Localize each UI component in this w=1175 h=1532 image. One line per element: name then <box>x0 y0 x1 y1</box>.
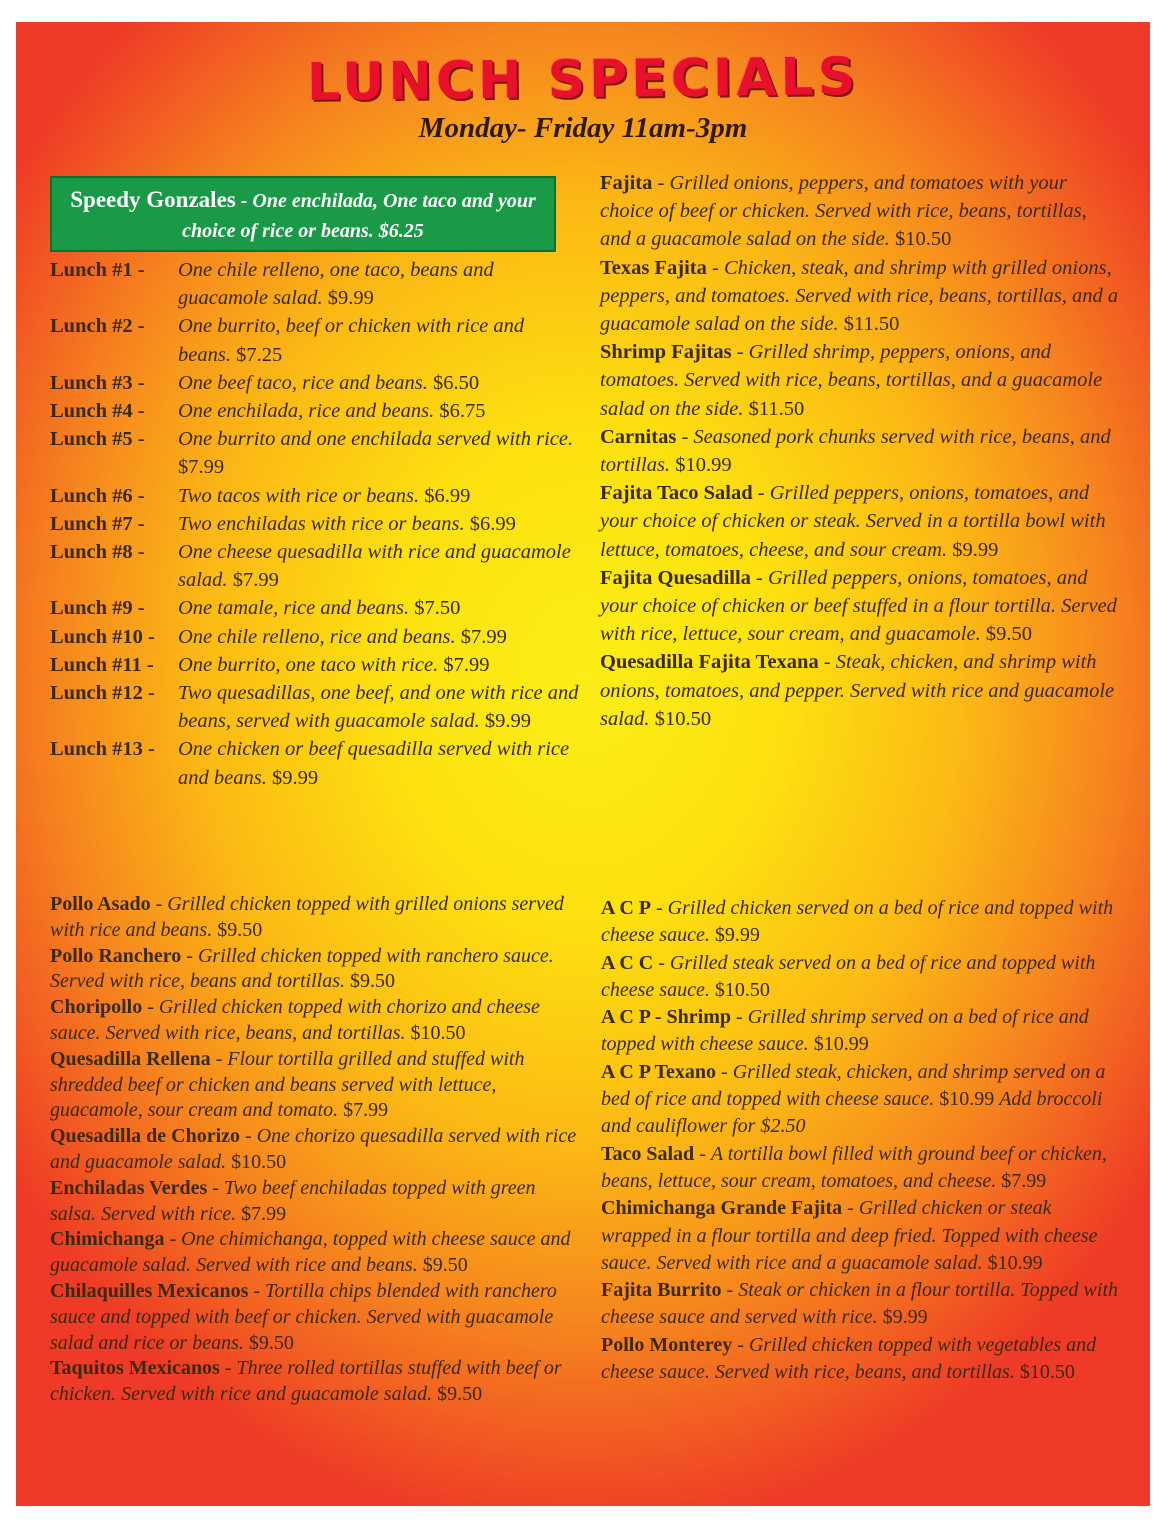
lunch-combo-label: Lunch #1 - <box>50 259 145 281</box>
specialty-item-price: $10.99 <box>939 1088 995 1111</box>
lunch-combo-item <box>50 397 580 425</box>
entree-item-price: $7.99 <box>241 1202 287 1225</box>
lunch-combo-item <box>50 510 580 538</box>
fajita-item-price: $10.99 <box>675 454 732 477</box>
entree-item-desc: Two beef enchiladas topped with green salsa. Served with rice. <box>50 1176 536 1225</box>
specialty-item-desc: Steak or chicken in a flour tortilla. Topped with cheese sauce and served with rice. <box>601 1279 1118 1329</box>
specialty-item-name: Chimichanga Grande Fajita <box>601 1197 843 1220</box>
fajitas-list <box>600 169 1120 733</box>
specialty-item-name: Taco Salad <box>601 1142 695 1165</box>
specialty-item: Chimichanga Grande Fajita - Grilled chicken or steak wrapped in a flour tortilla and deep fried. Topped with cheese sauce. Served with rice and a guacamole salad. $10.99 <box>601 1197 1098 1274</box>
specialty-item-desc: Grilled chicken served on a bed of rice and topped with cheese sauce. <box>601 897 1114 947</box>
lunch-combo-desc-wrap <box>178 425 580 481</box>
specialty-item-desc: Grilled steak, chicken, and shrimp served on a bed of rice and topped with cheese sauce. <box>601 1060 1106 1111</box>
lunch-combos-list <box>50 256 580 792</box>
fajita-item-price: $10.50 <box>654 707 712 730</box>
lunch-combo-label: Lunch #10 - <box>50 625 155 648</box>
lunch-combo-desc-wrap <box>178 482 580 510</box>
entree-item: Taquitos Mexicanos - Three rolled tortillas stuffed with beef or chicken. Served with rice and guacamole salad. $9.50 <box>50 1357 562 1406</box>
lunch-combo-desc: Two enchiladas with rice or beans. <box>178 512 465 535</box>
entree-item: Choripollo - Grilled chicken topped with chorizo and cheese sauce. Served with rice, beans, and tortillas. $10.50 <box>50 996 540 1044</box>
fajita-item-name: Quesadilla Fajita Texana <box>600 651 819 674</box>
lunch-combo-item <box>50 482 580 510</box>
entree-item: Enchiladas Verdes - Two beef enchiladas topped with green salsa. Served with rice. $7.99 <box>50 1176 536 1225</box>
lunch-combo-label: Lunch #3 - <box>50 371 145 394</box>
entree-item-name: Chimichanga <box>50 1228 165 1251</box>
fajita-item-name: Fajita <box>600 172 653 194</box>
menu-poster <box>16 22 1150 1506</box>
lunch-combo-desc: One tamale, rice and beans. <box>178 597 410 620</box>
lunch-combo-desc-wrap <box>178 735 580 791</box>
entree-item-price: $7.99 <box>343 1099 389 1122</box>
fajita-item-name: Shrimp Fajitas <box>600 341 732 364</box>
fajita-item-desc: Grilled peppers, onions, tomatoes, and your choice of chicken or beef stuffed in a flour tortilla. Served with rice, lettuce, sour cream, and guacamole. <box>600 566 1117 646</box>
specialty-item-desc: Grilled steak served on a bed of rice and topped with cheese sauce. <box>601 951 1096 1001</box>
entree-item-desc: Tortilla chips blended with ranchero sauce and topped with beef or chicken. Served with guacamole salad and rice or beans. <box>50 1279 557 1354</box>
entree-item-name: Taquitos Mexicanos <box>50 1357 220 1380</box>
lunch-combo-desc: One burrito, beef or chicken with rice and beans. <box>178 315 525 366</box>
fajita-item-price: $10.50 <box>894 228 952 251</box>
entree-item-price: $9.50 <box>437 1383 483 1406</box>
specialty-item: Fajita Burrito - Steak or chicken in a flour tortilla. Topped with cheese sauce and served with rice. $9.99 <box>601 1279 1118 1329</box>
lunch-combo-desc: One beef taco, rice and beans. <box>178 371 428 394</box>
lunch-combo-desc-wrap <box>178 312 580 368</box>
entree-item: Quesadilla Rellena - Flour tortilla grilled and stuffed with shredded beef or chicken and beans served with lettuce, guacamole, sour cream and tomato. $7.99 <box>50 1047 525 1122</box>
entree-item-desc: Grilled chicken topped with ranchero sauce. Served with rice, beans and tortillas. <box>50 944 554 993</box>
lunch-combo-price: $7.99 <box>178 456 225 479</box>
specialty-item: A C P Texano - Grilled steak, chicken, and shrimp served on a bed of rice and topped with cheese sauce. $10.99 Add broccoli and cauliflower for $2.50 <box>601 1060 1106 1138</box>
entrees-list <box>50 892 580 1408</box>
specialty-item-desc: Grilled chicken topped with vegetables and cheese sauce. Served with rice, beans, and tortillas. <box>601 1333 1097 1384</box>
fajita-item-name: Fajita Quesadilla <box>600 566 751 589</box>
specialty-item-desc: A tortilla bowl filled with ground beef or chicken, beans, lettuce, sour cream, tomatoes, and cheese. <box>601 1142 1107 1192</box>
lunch-combo-item <box>50 425 580 481</box>
fajita-item: Fajita - Grilled onions, peppers, and tomatoes with your choice of beef or chicken. Served with rice, beans, tortillas, and a guacamole salad on the side. $10.50 <box>600 172 1087 251</box>
specialty-item-price: $9.99 <box>714 924 760 947</box>
fajita-item: Fajita Taco Salad - Grilled peppers, onions, tomatoes, and your choice of chicken or steak. Served in a tortilla bowl with lettuce, tomatoes, cheese, and sour cream. $9.99 <box>600 482 1106 561</box>
lunch-combo-label: Lunch #5 - <box>50 428 145 451</box>
lunch-combo-desc: Two tacos with rice or beans. <box>178 484 420 507</box>
fajita-item-price: $11.50 <box>843 313 900 336</box>
specialty-item: Pollo Monterey - Grilled chicken topped with vegetables and cheese sauce. Served with rice, beans, and tortillas. $10.50 <box>601 1333 1097 1384</box>
specialty-item-extra: Add broccoli and cauliflower for $2.50 <box>601 1088 1103 1138</box>
lunch-combo-price: $7.25 <box>236 343 283 366</box>
lunch-combo-price: $6.75 <box>439 400 486 423</box>
entree-item: Pollo Ranchero - Grilled chicken topped with ranchero sauce. Served with rice, beans and tortillas. $9.50 <box>50 944 554 993</box>
entree-item-price: $9.50 <box>248 1331 294 1354</box>
lunch-combo-desc: One chile relleno, rice and beans. <box>178 625 456 648</box>
fajita-item-name: Fajita Taco Salad <box>600 482 753 505</box>
lunch-combo-label: Lunch #8 - <box>50 541 145 564</box>
lunch-combo-desc: One chile relleno, one taco, beans and guacamole salad. <box>178 259 494 310</box>
lunch-combo-desc-wrap <box>178 651 580 679</box>
specialty-item: Taco Salad - A tortilla bowl filled with ground beef or chicken, beans, lettuce, sour cream, tomatoes, and cheese. $7.99 <box>601 1142 1107 1192</box>
lunch-combo-desc: One burrito and one enchilada served with rice. <box>178 428 574 451</box>
fajita-item: Texas Fajita - Chicken, steak, and shrimp with grilled onions, peppers, and tomatoes. Served with rice, beans, tortillas, and a guacamole salad on the side. $11.50 <box>600 256 1119 336</box>
fajita-item-price: $9.50 <box>985 623 1032 646</box>
entree-item: Quesadilla de Chorizo - One chorizo quesadilla served with rice and guacamole salad. $10.50 <box>50 1125 577 1173</box>
specialty-item-desc: Grilled chicken or steak wrapped in a flour tortilla and deep fried. Topped with cheese sauce. Served with rice and a guacamole salad. <box>601 1197 1098 1274</box>
fajita-item: Shrimp Fajitas - Grilled shrimp, peppers, onions, and tomatoes. Served with rice, beans, tortillas, and a guacamole salad on the side. $11.50 <box>600 341 1103 420</box>
lunch-combo-desc-wrap <box>178 679 580 735</box>
fajita-item-desc: Seasoned pork chunks served with rice, beans, and tortillas. <box>600 425 1111 477</box>
lunch-combo-desc-wrap <box>178 256 580 312</box>
lunch-combo-item <box>50 369 580 397</box>
entree-item-desc: Three rolled tortillas stuffed with beef or chicken. Served with rice and guacamole salad. <box>50 1357 562 1406</box>
lunch-combo-label: Lunch #7 - <box>50 512 145 535</box>
lunch-combo-item <box>50 312 580 368</box>
specialty-item-desc: Grilled shrimp served on a bed of rice and topped with cheese sauce. <box>601 1006 1089 1056</box>
fajita-item-desc: Steak, chicken, and shrimp with onions, tomatoes, and pepper. Served with rice and guacamole salad. <box>600 651 1115 730</box>
lunch-combo-label: Lunch #11 - <box>50 653 154 676</box>
lunch-combo-price: $9.99 <box>327 287 374 310</box>
lunch-combo-label: Lunch #13 - <box>50 738 155 761</box>
page-subtitle: Monday- Friday 11am-3pm <box>418 112 748 144</box>
specialty-item: A C C - Grilled steak served on a bed of rice and topped with cheese sauce. $10.50 <box>601 951 1096 1001</box>
lunch-combo-label: Lunch #9 - <box>50 597 145 620</box>
lunch-combo-price: $7.99 <box>232 569 279 592</box>
specialty-item-name: A C P Texano <box>601 1060 717 1083</box>
lunch-combo-desc-wrap <box>178 397 580 425</box>
entree-item-name: Choripollo <box>50 996 143 1019</box>
entree-item-desc: Grilled chicken topped with chorizo and cheese sauce. Served with rice, beans, and tortillas. <box>50 996 540 1044</box>
lunch-combo-desc: One chicken or beef quesadilla served with rice and beans. <box>178 738 570 789</box>
lunch-combo-label: Lunch #6 - <box>50 484 145 507</box>
entree-item-name: Pollo Asado <box>50 893 151 915</box>
lunch-combo-price: $6.50 <box>433 371 480 394</box>
lunch-combo-item <box>50 651 580 679</box>
entree-item-name: Chilaquilles Mexicanos <box>50 1279 249 1302</box>
lunch-combo-desc: One burrito, one taco with rice. <box>178 653 439 676</box>
fajita-item-price: $11.50 <box>748 397 805 420</box>
lunch-combo-label: Lunch #2 - <box>50 315 145 338</box>
specialty-item-name: Fajita Burrito <box>601 1279 722 1302</box>
lunch-combo-item <box>50 538 580 594</box>
lunch-combo-price: $9.99 <box>271 766 319 789</box>
lunch-combo-price: $7.50 <box>414 597 461 620</box>
entree-item-name: Enchiladas Verdes <box>50 1176 208 1199</box>
fajita-item-desc: Chicken, steak, and shrimp with grilled onions, peppers, and tomatoes. Served with rice, beans, tortillas, and a guacamole salad on the side. <box>600 256 1119 336</box>
featured-special-name: Speedy Gonzales <box>70 187 236 212</box>
lunch-combo-label: Lunch #4 - <box>50 400 145 423</box>
specialty-item-name: Pollo Monterey <box>601 1333 733 1356</box>
lunch-combo-item <box>50 594 580 622</box>
specialty-item: A C P - Grilled chicken served on a bed of rice and topped with cheese sauce. $9.99 <box>601 897 1114 947</box>
lunch-combo-desc-wrap <box>178 594 580 622</box>
entree-item-desc: One chorizo quesadilla served with rice and guacamole salad. <box>50 1125 577 1173</box>
lunch-combo-desc-wrap <box>178 369 580 397</box>
entree-item-price: $9.50 <box>349 970 395 993</box>
specialty-item-name: A C P <box>601 897 651 919</box>
featured-special-desc: - One enchilada, One taco and your choice of rice or beans. $6.25 <box>182 190 536 242</box>
fajita-item: Carnitas - Seasoned pork chunks served with rice, beans, and tortillas. $10.99 <box>600 425 1111 477</box>
specialty-item-price: $10.50 <box>1019 1361 1075 1384</box>
entree-item: Chilaquilles Mexicanos - Tortilla chips blended with ranchero sauce and topped with beef or chicken. Served with guacamole salad and rice or beans. $9.50 <box>50 1279 557 1354</box>
entree-item-desc: Grilled chicken topped with grilled onions served with rice and beans. <box>50 893 564 941</box>
specialty-item-price: $10.99 <box>987 1251 1043 1274</box>
lunch-combo-desc: One enchilada, rice and beans. <box>178 400 435 423</box>
entree-item-name: Pollo Ranchero <box>50 944 182 967</box>
lunch-combo-desc-wrap <box>178 538 580 594</box>
entree-item-price: $10.50 <box>410 1021 466 1044</box>
lunch-combo-item <box>50 623 580 651</box>
fajita-item-desc: Grilled shrimp, peppers, onions, and tomatoes. Served with rice, beans, tortillas, and a guacamole salad on the side. <box>600 341 1103 420</box>
lunch-combo-item <box>50 679 580 735</box>
lunch-combo-price: $6.99 <box>424 484 471 507</box>
lunch-combo-price: $7.99 <box>443 653 490 676</box>
entree-item-price: $9.50 <box>422 1254 468 1277</box>
featured-special-box <box>50 176 556 252</box>
lunch-combo-item <box>50 256 580 312</box>
lunch-combo-desc: Two quesadillas, one beef, and one with rice and beans, served with guacamole salad. <box>178 682 579 733</box>
specialties-list <box>601 895 1121 1386</box>
specialty-item-price: $9.99 <box>882 1306 928 1329</box>
specialty-item-name: A C P - Shrimp <box>601 1006 732 1029</box>
fajita-item: Fajita Quesadilla - Grilled peppers, onions, tomatoes, and your choice of chicken or beef stuffed in a flour tortilla. Served with rice, lettuce, sour cream, and guacamole. $9.50 <box>600 566 1117 646</box>
fajita-item-desc: Grilled peppers, onions, tomatoes, and your choice of chicken or steak. Served in a tortilla bowl with lettuce, tomatoes, cheese, and sour cream. <box>600 482 1106 561</box>
entree-item-name: Quesadilla Rellena <box>50 1047 211 1070</box>
fajita-item-name: Carnitas <box>600 425 677 448</box>
specialty-item-price: $10.50 <box>714 978 770 1001</box>
specialty-item-name: A C C <box>601 951 654 974</box>
entree-item-price: $10.50 <box>231 1150 287 1173</box>
lunch-combo-price: $6.99 <box>469 512 516 535</box>
specialty-item-price: $7.99 <box>1001 1169 1047 1192</box>
entree-item-desc: Flour tortilla grilled and stuffed with shredded beef or chicken and beans served with lettuce, guacamole, sour cream and tomato. <box>50 1047 525 1122</box>
fajita-item-name: Texas Fajita <box>600 256 707 279</box>
lunch-combo-desc-wrap <box>178 623 580 651</box>
lunch-combo-price: $9.99 <box>484 710 532 733</box>
fajita-item: Quesadilla Fajita Texana - Steak, chicken, and shrimp with onions, tomatoes, and pepper. Served with rice and guacamole salad. $10.50 <box>600 651 1115 730</box>
entree-item-desc: One chimichanga, topped with cheese sauce and guacamole salad. Served with rice and beans. <box>50 1228 571 1277</box>
specialty-item-price: $10.99 <box>813 1033 869 1056</box>
entree-item: Chimichanga - One chimichanga, topped with cheese sauce and guacamole salad. Served with rice and beans. $9.50 <box>50 1228 571 1277</box>
lunch-combo-item <box>50 735 580 791</box>
entree-item: Pollo Asado - Grilled chicken topped with grilled onions served with rice and beans. $9.50 <box>50 893 564 941</box>
fajita-item-desc: Grilled onions, peppers, and tomatoes with your choice of beef or chicken. Served with rice, beans, tortillas, and a guacamole salad on the side. <box>600 172 1087 251</box>
lunch-combo-label: Lunch #12 - <box>50 682 155 705</box>
page-title: LUNCH SPECIALS <box>306 47 860 113</box>
entree-item-price: $9.50 <box>217 918 263 941</box>
fajita-item-price: $9.99 <box>952 538 999 561</box>
lunch-combo-desc-wrap <box>178 510 580 538</box>
lunch-combo-price: $7.99 <box>460 625 507 648</box>
specialty-item: A C P - Shrimp - Grilled shrimp served on a bed of rice and topped with cheese sauce. $10.99 <box>601 1006 1089 1056</box>
entree-item-name: Quesadilla de Chorizo <box>50 1125 241 1148</box>
lunch-combo-desc: One cheese quesadilla with rice and guacamole salad. <box>178 541 571 592</box>
